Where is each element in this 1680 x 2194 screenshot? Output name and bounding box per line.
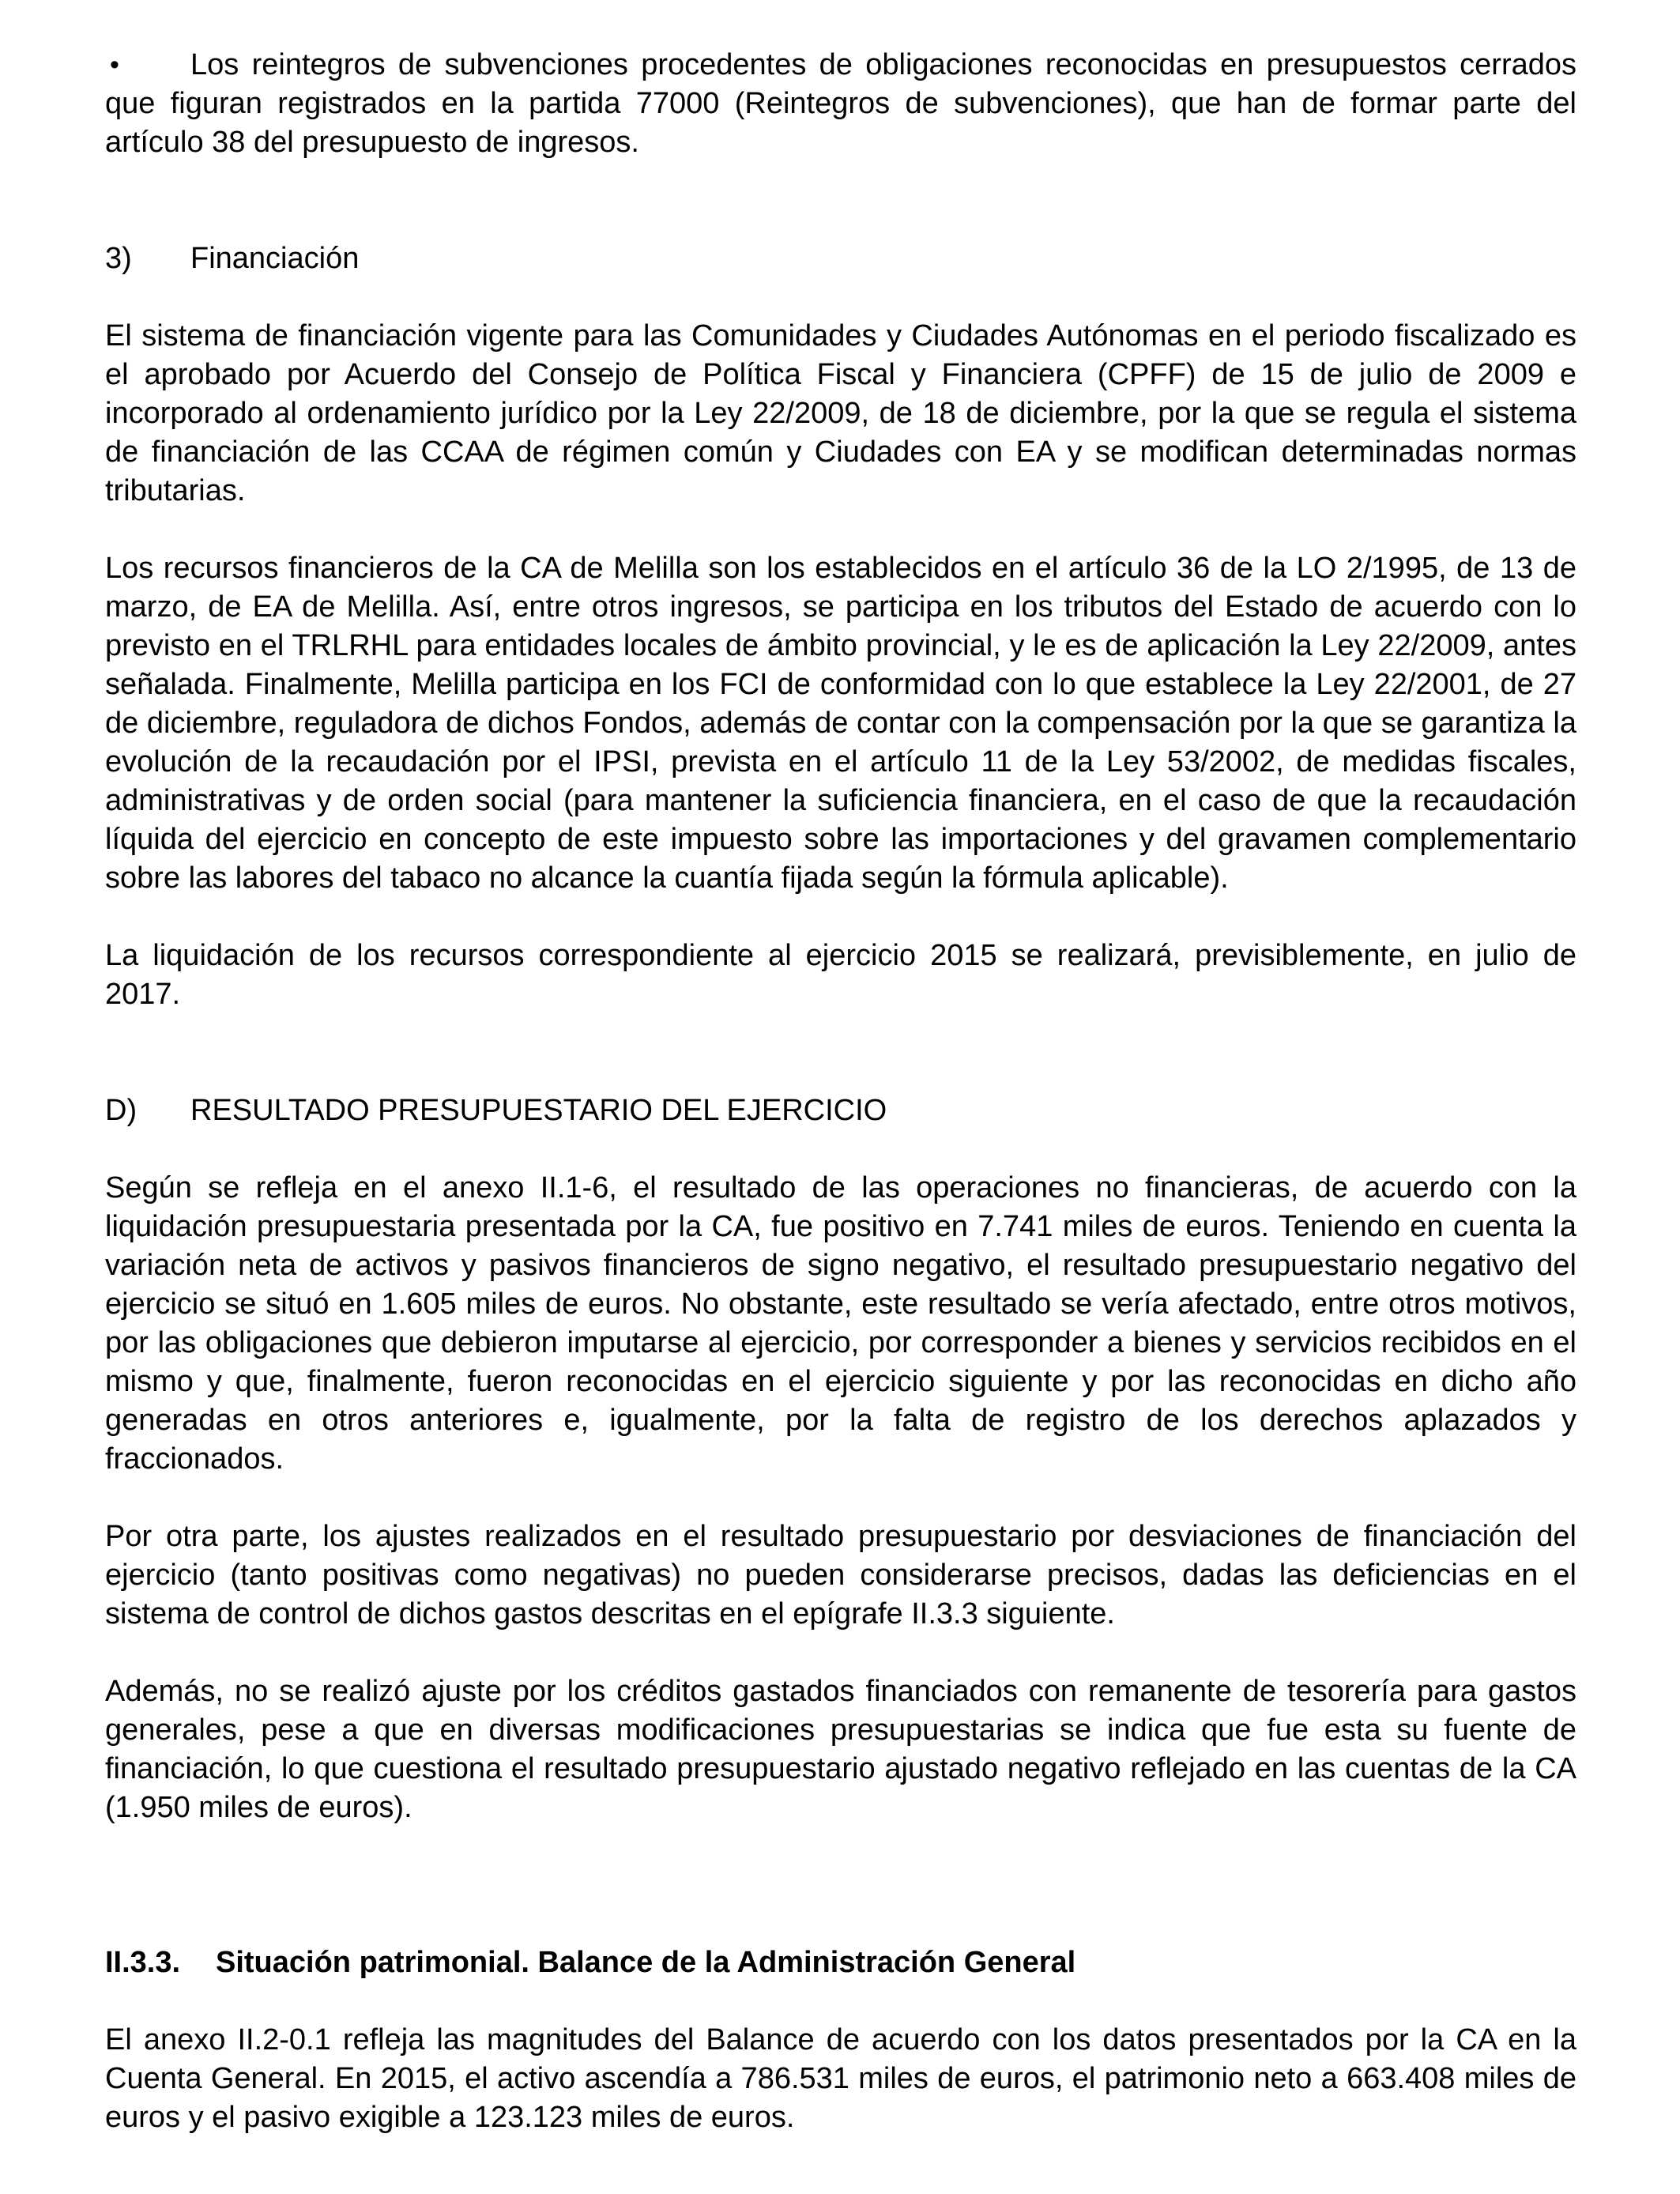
section-title: Financiación: [190, 242, 360, 275]
paragraph-sistema-financiacion: El sistema de financiación vigente para las Comunidades y Ciudades Autónomas en el periodo fiscalizado es el aprobado por Acuerdo del Consejo de Política Fiscal y Financiera (CPFF) de 15 de julio de 2009 e incorporado al ordenamiento jurídico por la Ley 22/2009, de 18 de diciembre, por la que se regula el sistema de financiación de las CCAA de régimen común y Ciudades con EA y se modifican determinadas normas tributarias.: [105, 319, 1576, 507]
bullet-text: Los reintegros de subvenciones procedentes de obligaciones reconocidas en presupuestos cerrados que figuran registrados en la partida 77000 (Reintegros de subvenciones), que han de formar parte del artículo 38 del presupuesto de ingresos.: [105, 48, 1576, 159]
section-title: Situación patrimonial. Balance de la Administración General: [216, 1946, 1076, 1979]
document-page: [105, 46, 1576, 2137]
paragraph-ajustes-desviaciones: Por otra parte, los ajustes realizados en el resultado presupuestario por desviaciones de financiación del ejercicio (tanto positivas como negativas) no pueden considerarse precisos, dadas las deficiencias en el sistema de control de dichos gastos descritas en el epígrafe II.3.3 siguiente.: [105, 1520, 1576, 1630]
paragraph-remanente-tesoreria: Además, no se realizó ajuste por los créditos gastados financiados con remanente de tesorería para gastos generales, pese a que en diversas modificaciones presupuestarias se indica que fue esta su fuente de financiación, lo que cuestiona el resultado presupuestario ajustado negativo reflejado en las cuentas de la CA (1.950 miles de euros).: [105, 1675, 1576, 1824]
section-title: RESULTADO PRESUPUESTARIO DEL EJERCICIO: [190, 1094, 887, 1127]
section-heading-resultado: [105, 1091, 1576, 1130]
section-number: D): [105, 1094, 137, 1127]
section-heading-patrimonial: [105, 1943, 1576, 1982]
section-number: 3): [105, 242, 132, 275]
bullet-icon: •: [110, 50, 119, 80]
section-number: II.3.3.: [105, 1946, 181, 1979]
paragraph-recursos-financieros: Los recursos financieros de la CA de Melilla son los establecidos en el artículo 36 de la LO 2/1995, de 13 de marzo, de EA de Melilla. Así, entre otros ingresos, se participa en los tributos del Estado de acuerdo con lo previsto en el TRLRHL para entidades locales de ámbito provincial, y le es de aplicación la Ley 22/2009, antes señalada. Finalmente, Melilla participa en los FCI de conformidad con lo que establece la Ley 22/2001, de 27 de diciembre, reguladora de dichos Fondos, además de contar con la compensación por la que se garantiza la evolución de la recaudación por el IPSI, prevista en el artículo 11 de la Ley 53/2002, de medidas fiscales, administrativas y de orden social (para mantener la suficiencia financiera, en el caso de que la recaudación líquida del ejercicio en concepto de este impuesto sobre las importaciones y del gravamen complementario sobre las labores del tabaco no alcance la cuantía fijada según la fórmula aplicable).: [105, 552, 1576, 895]
bullet-paragraph-reintegros: [105, 46, 1576, 162]
paragraph-balance: El anexo II.2-0.1 refleja las magnitudes del Balance de acuerdo con los datos presentados por la CA en la Cuenta General. En 2015, el activo ascendía a 786.531 miles de euros, el patrimonio neto a 663.408 miles de euros y el pasivo exigible a 123.123 miles de euros.: [105, 2023, 1576, 2134]
paragraph-liquidacion-recursos: La liquidación de los recursos correspondiente al ejercicio 2015 se realizará, previsiblemente, en julio de 2017.: [105, 939, 1576, 1011]
paragraph-resultado-operaciones: Según se refleja en el anexo II.1-6, el resultado de las operaciones no financieras, de acuerdo con la liquidación presupuestaria presentada por la CA, fue positivo en 7.741 miles de euros. Teniendo en cuenta la variación neta de activos y pasivos financieros de signo negativo, el resultado presupuestario negativo del ejercicio se situó en 1.605 miles de euros. No obstante, este resultado se vería afectado, entre otros motivos, por las obligaciones que debieron imputarse al ejercicio, por corresponder a bienes y servicios recibidos en el mismo y que, finalmente, fueron reconocidas en el ejercicio siguiente y por las reconocidas en dicho año generadas en otros anteriores e, igualmente, por la falta de registro de los derechos aplazados y fraccionados.: [105, 1171, 1576, 1476]
section-heading-financiacion: [105, 239, 1576, 278]
